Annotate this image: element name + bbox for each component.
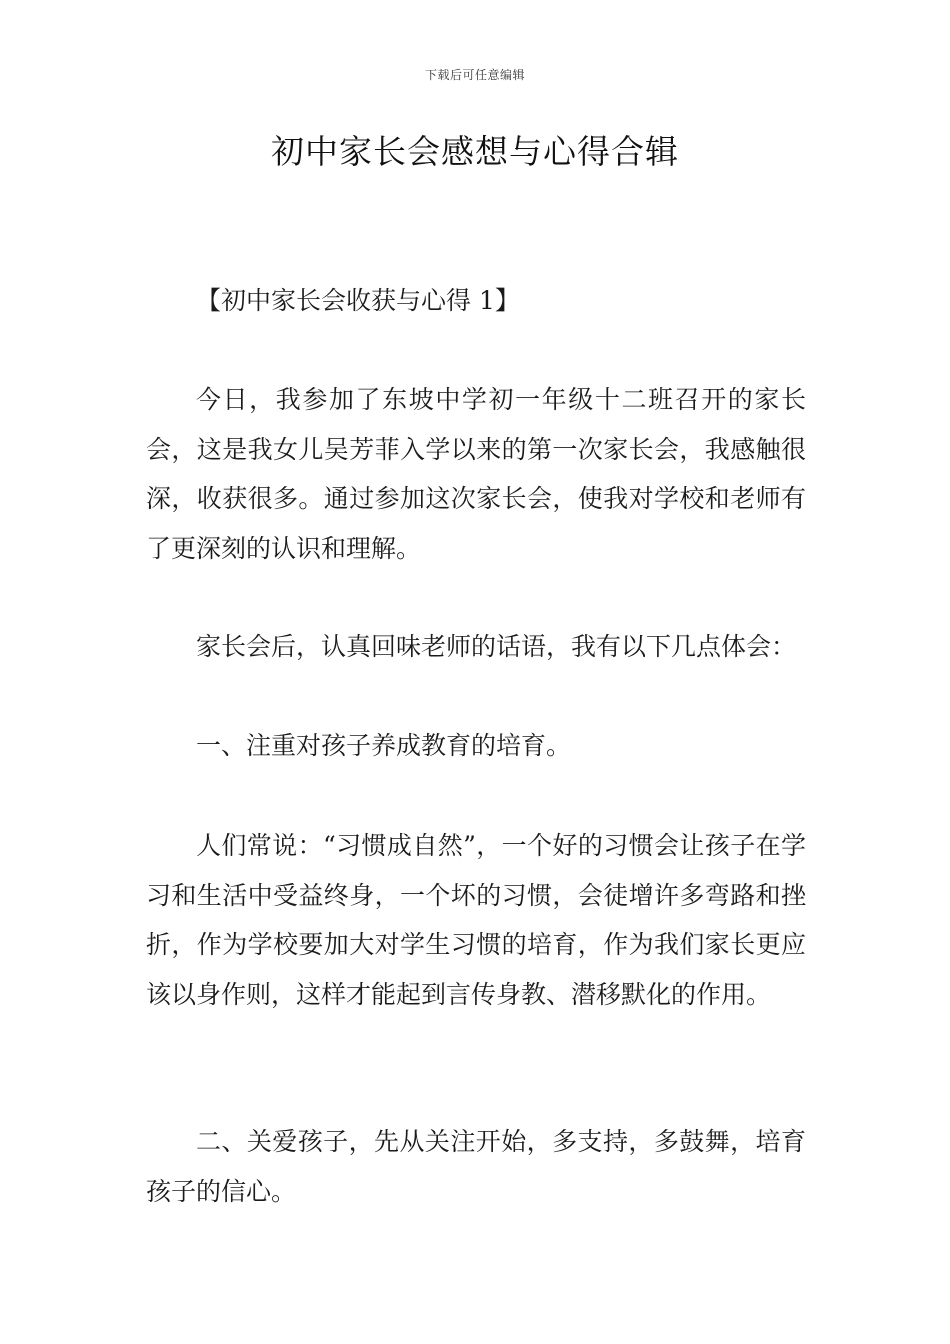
- paragraph-block-1: [146, 375, 806, 573]
- paragraph-block-2: [146, 622, 806, 672]
- paragraph-block-3: [146, 721, 806, 771]
- paragraph-habits: 人们常说：“习惯成自然”，一个好的习惯会让孩子在学习和生活中受益终身，一个坏的习惯，会徒增许多弯路和挫折，作为学校要加大对学生习惯的培育，作为我们家长更应该以身作则，这样才能起到言传身教、潜移默化的作用。: [146, 831, 806, 1009]
- document-title: 初中家长会感想与心得合辑: [271, 132, 679, 171]
- paragraph-intro: 今日，我参加了东坡中学初一年级十二班召开的家长会，这是我女儿吴芳菲入学以来的第一次家长会，我感触很深，收获很多。通过参加这次家长会，使我对学校和老师有了更深刻的认识和理解。: [146, 385, 806, 563]
- section-heading: 【初中家长会收获与心得 1】: [196, 286, 520, 315]
- paragraph-block-4: [146, 821, 806, 1019]
- paragraph-point-two: 二、关爱孩子，先从关注开始，多支持，多鼓舞，培育孩子的信心。: [146, 1127, 806, 1206]
- header-note: 下载后可任意编辑: [424, 68, 525, 82]
- paragraph-point-one-heading: 一、注重对孩子养成教育的培育。: [196, 731, 572, 760]
- paragraph-reflection-lead: 家长会后，认真回味老师的话语，我有以下几点体会：: [196, 632, 797, 661]
- paragraph-block-5: [146, 1117, 806, 1216]
